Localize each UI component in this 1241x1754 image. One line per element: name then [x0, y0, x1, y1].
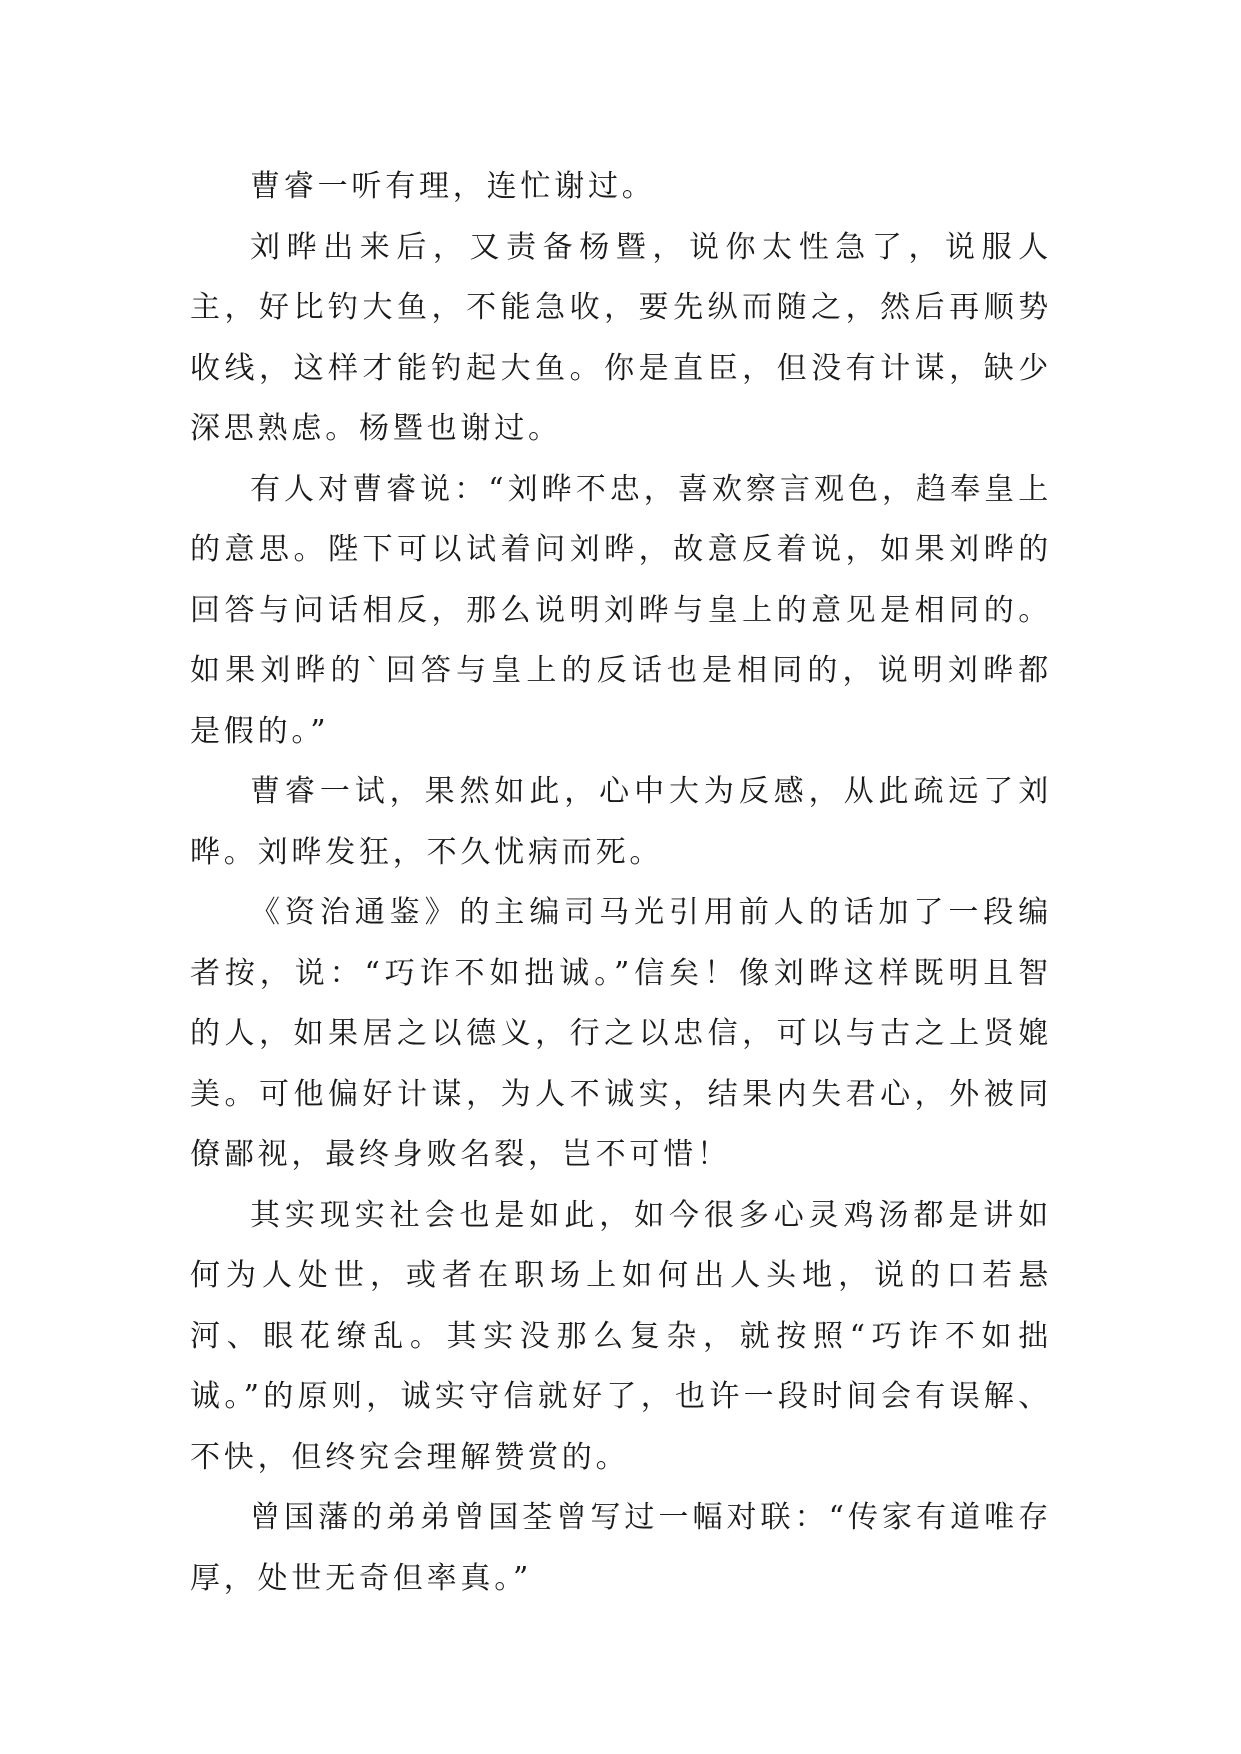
paragraph: 《资治通鉴》的主编司马光引用前人的话加了一段编者按，说：“巧诈不如拙诚。”信矣！像刘晔这样既明且智的人，如果居之以德义，行之以忠信，可以与古之上贤媲美。可他偏好计谋，为人不诚实，结果内失君心，外被同僚鄙视，最终身败名裂，岂不可惜！: [190, 895, 1052, 1172]
paragraph: 曾国藩的弟弟曾国荃曾写过一幅对联：“传家有道唯存厚，处世无奇但率真。”: [190, 1500, 1052, 1596]
paragraph: 刘晔出来后，又责备杨暨，说你太性急了，说服人主，好比钓大鱼，不能急收，要先纵而随之，然后再顺势收线，这样才能钓起大鱼。你是直臣，但没有计谋，缺少深思熟虑。杨暨也谢过。: [190, 229, 1052, 446]
paragraph: 其实现实社会也是如此，如今很多心灵鸡汤都是讲如何为人处世，或者在职场上如何出人头地，说的口若悬河、眼花缭乱。其实没那么复杂，就按照“巧诈不如拙诚。”的原则，诚实守信就好了，也许一段时间会有误解、不快，但终究会理解赞赏的。: [190, 1197, 1052, 1475]
paragraph: 有人对曹睿说：“刘晔不忠，喜欢察言观色，趋奉皇上的意思。陛下可以试着问刘晔，故意反着说，如果刘晔的回答与问话相反，那么说明刘晔与皇上的意见是相同的。如果刘晔的`回答与皇上的反话也是相同的，说明刘晔都是假的。”: [190, 471, 1052, 749]
document-page: [190, 157, 1052, 1609]
paragraph: 曹睿一试，果然如此，心中大为反感，从此疏远了刘晔。刘晔发狂，不久忧病而死。: [190, 774, 1052, 870]
paragraph: 曹睿一听有理，连忙谢过。: [250, 169, 656, 204]
